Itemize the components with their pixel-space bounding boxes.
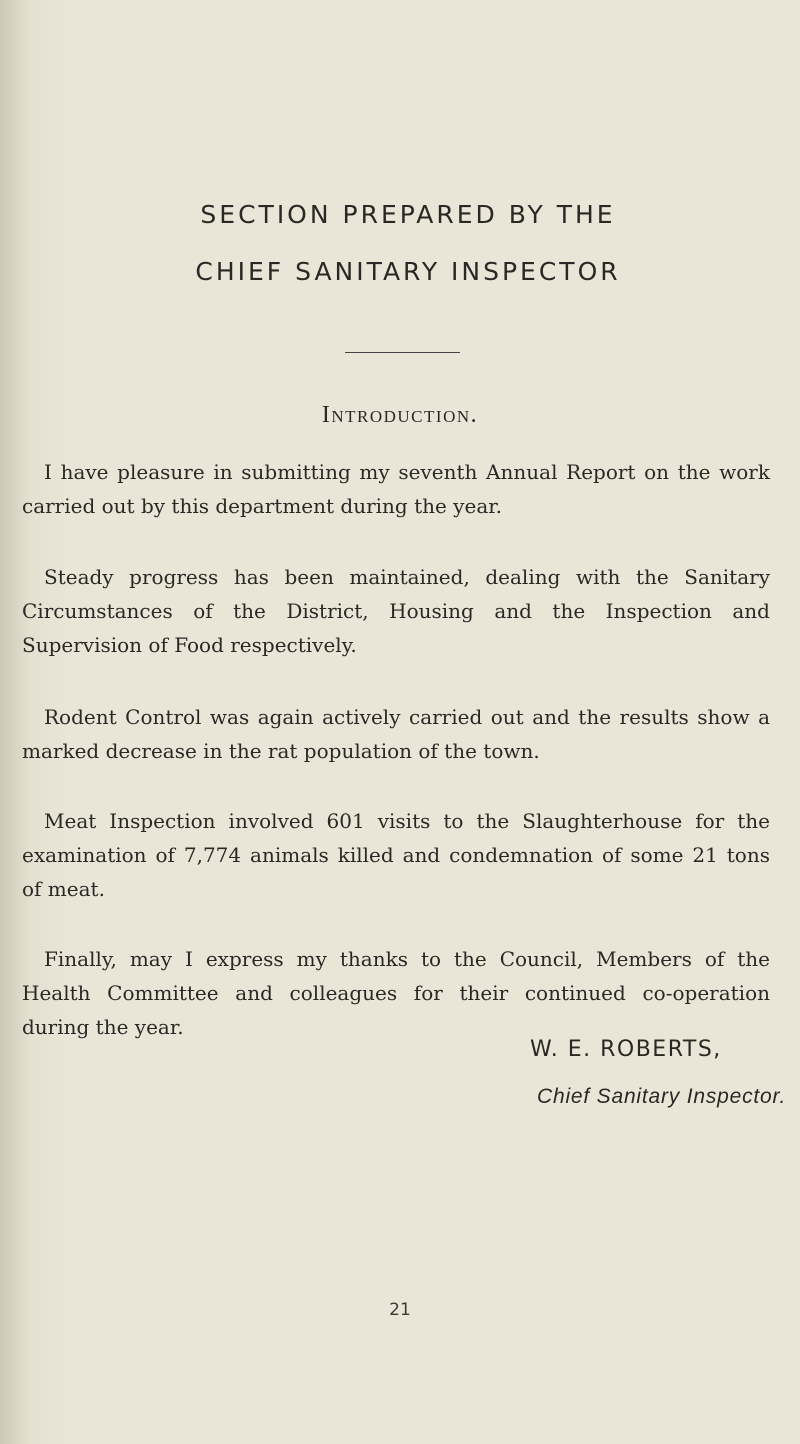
paragraph-2: Steady progress has been maintained, dealing with the Sanitary Circumstances of the District, Housing and the Inspection and Supervision of Food respectively. [22,565,770,657]
section-heading-line-2: CHIEF SANITARY INSPECTOR [195,257,621,286]
paragraph-4: Meat Inspection involved 601 visits to the Slaughterhouse for the examination of 7,774 animals killed and condemnation of some 21 tons of meat. [22,809,770,901]
paragraph-1: I have pleasure in submitting my seventh Annual Report on the work carried out by this department during the year. [22,460,770,518]
section-heading-line-1: SECTION PREPARED BY THE [200,200,616,229]
horizontal-divider [345,352,460,353]
signature-name: W. E. ROBERTS, [530,1037,722,1062]
signature-title: Chief Sanitary Inspector. [537,1085,787,1108]
page-number: 21 [389,1300,411,1320]
introduction-title: Introduction. [321,402,479,428]
paragraph-5: Finally, may I express my thanks to the Council, Members of the Health Committee and colleagues for their continued co-operation during the year. [22,947,770,1039]
paragraph-3: Rodent Control was again actively carried out and the results show a marked decrease in the rat population of the town. [22,705,770,763]
